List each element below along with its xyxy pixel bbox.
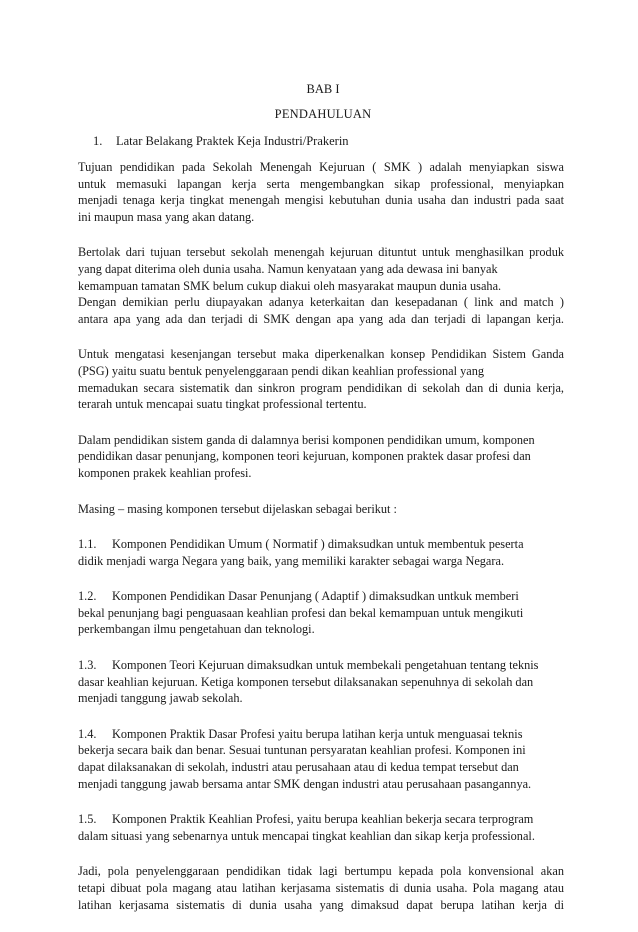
- paragraph-line: untuk memasuki lapangan kerja serta mengembangkan sikap professional, menyiapkan: [78, 176, 564, 191]
- list-item-1-1: [78, 536, 564, 569]
- item-number: 1.4.: [78, 726, 97, 741]
- paragraph-line: Dengan demikian perlu diupayakan adanya keterkaitan dan kesepadanan ( link and match ): [78, 295, 564, 310]
- paragraph-line: dalam situasi yang sebenarnya untuk mencapai tingkat keahlian dan sikap kerja professional.: [78, 828, 535, 843]
- paragraph-line: menjadi tenaga kerja tingkat menengah mengisi kebutuhan dunia usaha dan industri pada saat: [78, 193, 564, 208]
- paragraph-line: [78, 657, 564, 674]
- section-heading: [93, 134, 349, 149]
- section-title: Latar Belakang Praktek Keja Industri/Prakerin: [116, 134, 349, 148]
- paragraph-line: kemampuan tamatan SMK belum cukup diakui oleh masyarakat maupun dunia usaha.: [78, 278, 502, 293]
- paragraph-line: antara apa yang ada dan terjadi di SMK dengan apa yang ada dan terjadi di lapangan kerja.: [78, 311, 564, 326]
- item-text: Komponen Praktik Keahlian Profesi, yaitu berupa keahlian bekerja secara terprogram: [112, 812, 534, 827]
- item-number: 1.5.: [78, 812, 97, 827]
- paragraph-line: yang dapat diterima oleh dunia usaha. Namun kenyataan yang ada dewasa ini banyak: [78, 261, 498, 276]
- paragraph-line: komponen prakek keahlian profesi.: [78, 465, 252, 480]
- paragraph-line: dapat dilaksanakan di sekolah, industri atau perusahaan atau di kedua tempat tersebut dan: [78, 760, 519, 775]
- paragraph-line: [78, 536, 564, 553]
- paragraph-line: [78, 811, 564, 828]
- paragraph-line: Bertolak dari tujuan tersebut sekolah menengah kejuruan dituntut untuk menghasilkan produk: [78, 245, 564, 260]
- paragraph-sistem-ganda: [78, 432, 564, 482]
- paragraph-line: perkembangan ilmu pengetahuan dan teknologi.: [78, 622, 315, 637]
- paragraph-line: tetapi dibuat pola magang atau latihan kerjasama sistematis di dunia usaha. Pola magang atau: [78, 881, 564, 895]
- paragraph-bertolak: [78, 244, 564, 327]
- paragraph-line: [78, 588, 564, 605]
- chapter-number: BAB I: [306, 82, 340, 96]
- paragraph-line: Masing – masing komponen tersebut dijelaskan sebagai berikut :: [78, 501, 397, 516]
- item-text: Komponen Teori Kejuruan dimaksudkan untuk membekali pengetahuan tentang teknis: [112, 658, 539, 673]
- paragraph-line: dasar keahlian kejuruan. Ketiga komponen tersebut dilaksanakan sepenuhnya di sekolah dan: [78, 674, 534, 689]
- paragraph-line: latihan kerjasama sistematis di dunia usaha yang dimaksud dapat berupa latihan kerja di: [78, 897, 564, 912]
- paragraph-line: didik menjadi warga Negara yang baik, yang memiliki karakter sebagai warga Negara.: [78, 553, 505, 568]
- list-item-1-4: [78, 726, 564, 792]
- list-item-1-3: [78, 657, 564, 707]
- paragraph-line: terarah untuk mencapai suatu tingkat professional tertentu.: [78, 397, 367, 412]
- document-body: [78, 159, 564, 932]
- paragraph-masing-masing: [78, 501, 564, 518]
- paragraph-line: bekerja secara baik dan benar. Sesuai tuntunan persyaratan keahlian profesi. Komponen ini: [78, 743, 526, 758]
- paragraph-line: [78, 726, 564, 743]
- paragraph-line: menjadi tanggung jawab sekolah.: [78, 691, 243, 706]
- paragraph-line: Dalam pendidikan sistem ganda di dalamnya berisi komponen pendidikan umum, komponen: [78, 432, 535, 447]
- item-text: Komponen Pendidikan Umum ( Normatif ) dimaksudkan untuk membentuk peserta: [112, 537, 524, 552]
- paragraph-line: menjadi tanggung jawab bersama antar SMK dengan industri atau perusahaan pasangannya.: [78, 776, 532, 791]
- paragraph-line: (PSG) yaitu suatu bentuk penyelenggaraan pendi dikan keahlian professional yang: [78, 363, 485, 378]
- paragraph-mengatasi: [78, 346, 564, 412]
- paragraph-line: ini maupun masa yang akan datang.: [78, 209, 255, 224]
- paragraph-line: Tujuan pendidikan pada Sekolah Menengah Kejuruan ( SMK ) adalah menyiapkan siswa: [78, 160, 564, 174]
- paragraph-line: Untuk mengatasi kesenjangan tersebut maka diperkenalkan konsep Pendidikan Sistem Ganda: [78, 347, 564, 362]
- list-item-1-2: [78, 588, 564, 638]
- paragraph-line: pendidikan dasar penunjang, komponen teori kejuruan, komponen praktek dasar profesi dan: [78, 449, 531, 464]
- paragraph-line: Jadi, pola penyelenggaraan pendidikan tidak lagi bertumpu kepada pola konvensional akan: [78, 864, 564, 879]
- item-text: Komponen Praktik Dasar Profesi yaitu berupa latihan kerja untuk menguasai teknis: [112, 726, 523, 741]
- paragraph-jadi: [78, 863, 564, 913]
- item-text: Komponen Pendidikan Dasar Penunjang ( Adaptif ) dimaksudkan untkuk memberi: [112, 589, 519, 604]
- item-number: 1.3.: [78, 658, 97, 673]
- paragraph-line: bekal penunjang bagi penguasaan keahlian profesi dan bekal kemampuan untuk mengikuti: [78, 605, 524, 620]
- chapter-title: PENDAHULUAN: [274, 107, 372, 121]
- item-number: 1.1.: [78, 537, 97, 552]
- list-item-1-5: [78, 811, 564, 844]
- item-number: 1.2.: [78, 589, 97, 604]
- paragraph-line: memadukan secara sistematik dan sinkron program pendidikan di sekolah dan di dunia kerja,: [78, 380, 564, 395]
- paragraph-tujuan: [78, 159, 564, 225]
- section-number: 1.: [93, 134, 103, 148]
